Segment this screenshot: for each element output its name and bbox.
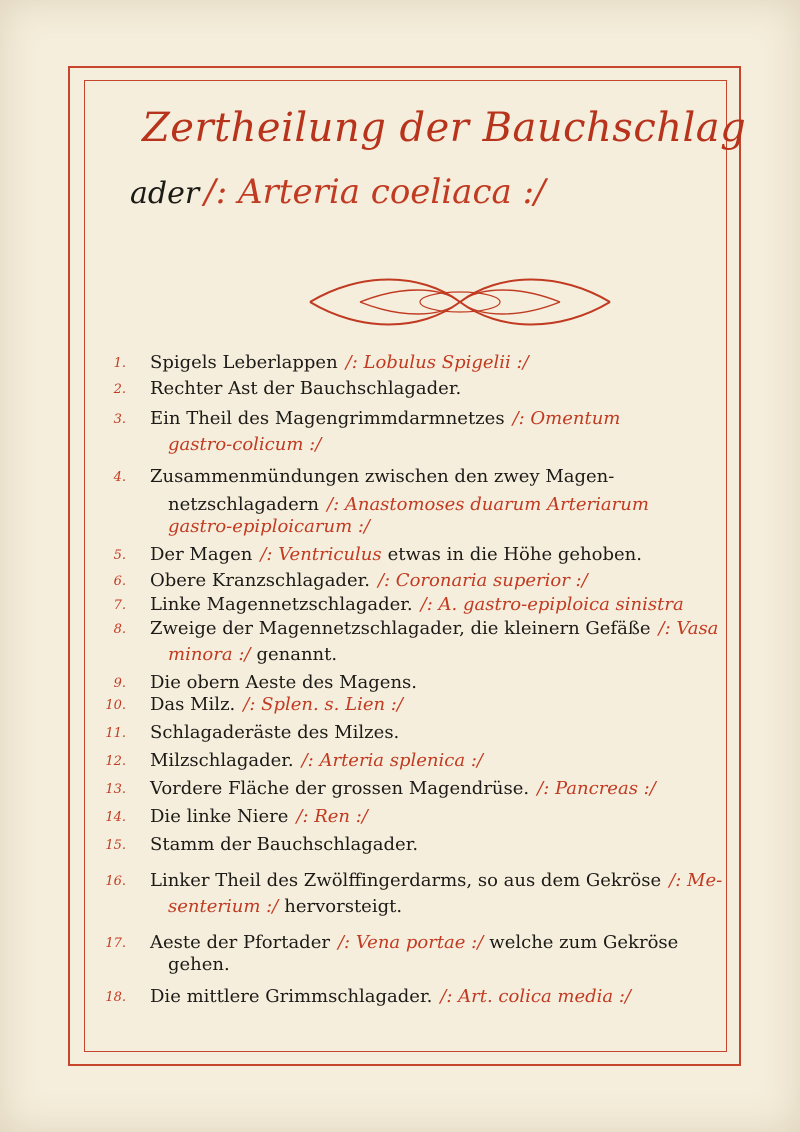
item-text xyxy=(150,594,684,616)
list-item xyxy=(90,516,735,538)
item-text xyxy=(150,694,403,716)
item-text xyxy=(150,722,399,744)
list-item xyxy=(90,932,735,954)
item-number: 13. xyxy=(105,782,126,797)
list-item xyxy=(90,896,735,918)
item-german: Die obern Aeste des Magens. xyxy=(150,672,418,693)
item-number: 16. xyxy=(105,874,126,889)
item-text xyxy=(168,954,230,976)
item-german: Milzschlagader. xyxy=(150,750,294,771)
item-text xyxy=(150,408,620,430)
item-german: Stamm der Bauchschlagader. xyxy=(150,834,419,855)
list-item xyxy=(90,750,735,772)
item-latin: senterium :/ xyxy=(168,896,279,917)
title-line-2 xyxy=(130,172,730,218)
list-item xyxy=(90,378,735,400)
item-text xyxy=(168,494,649,516)
item-german: Linke Magennetzschlagader. xyxy=(150,594,413,615)
item-text xyxy=(150,932,678,954)
flourish-ornament xyxy=(300,272,620,332)
list-item xyxy=(90,722,735,744)
item-german-continued: etwas in die Höhe gehoben. xyxy=(387,544,642,565)
item-latin: /: Art. colica media :/ xyxy=(440,986,631,1007)
item-text xyxy=(150,570,588,592)
item-text xyxy=(150,986,631,1008)
item-latin: /: Ren :/ xyxy=(296,806,368,827)
item-number: 1. xyxy=(113,356,126,371)
item-latin: minora :/ xyxy=(168,644,251,665)
item-text xyxy=(150,778,656,800)
item-german: Die linke Niere xyxy=(150,806,289,827)
item-text xyxy=(168,896,402,918)
item-latin: /: Lobulus Spigelii :/ xyxy=(345,352,529,373)
item-text xyxy=(168,434,321,456)
item-number: 18. xyxy=(105,990,126,1005)
item-text xyxy=(150,672,417,694)
item-german: Zweige der Magennetzschlagader, die kleinern Gefäße xyxy=(150,618,651,639)
item-latin: /: Me- xyxy=(669,870,723,891)
item-latin: /: Splen. s. Lien :/ xyxy=(243,694,403,715)
item-latin: /: Vena portae :/ xyxy=(337,932,484,953)
item-text xyxy=(150,870,722,892)
item-german-continued: welche zum Gekröse xyxy=(489,932,679,953)
item-latin: /: A. gastro-epiploica sinistra xyxy=(420,594,684,615)
item-german-continued: genannt. xyxy=(256,644,338,665)
item-german: Zusammenmündungen zwischen den zwey Magen- xyxy=(150,466,615,487)
item-number: 3. xyxy=(113,412,126,427)
item-german: Der Magen xyxy=(150,544,253,565)
item-german: gehen. xyxy=(168,954,230,975)
item-text xyxy=(150,378,461,400)
item-number: 14. xyxy=(105,810,126,825)
title-block xyxy=(130,100,747,218)
title-latin: /: Arteria coeliaca :/ xyxy=(204,172,546,212)
item-number: 6. xyxy=(113,574,126,589)
item-latin: /: Arteria splenica :/ xyxy=(301,750,483,771)
item-number: 12. xyxy=(105,754,126,769)
list-item xyxy=(90,544,735,566)
item-text xyxy=(150,544,642,566)
item-latin: /: Omentum xyxy=(512,408,621,429)
item-number: 9. xyxy=(113,676,126,691)
list-item xyxy=(90,466,735,488)
item-german: Spigels Leberlappen xyxy=(150,352,338,373)
item-latin: /: Pancreas :/ xyxy=(537,778,656,799)
item-german: netzschlagadern xyxy=(168,494,319,515)
item-number: 2. xyxy=(113,382,126,397)
item-latin: /: Anastomoses duarum Arteriarum xyxy=(327,494,649,515)
list-item xyxy=(90,494,735,516)
list-item xyxy=(90,834,735,856)
list-item xyxy=(90,408,735,430)
list-item xyxy=(90,694,735,716)
item-text xyxy=(150,834,418,856)
list-item xyxy=(90,870,735,892)
item-german: Die mittlere Grimmschlagader. xyxy=(150,986,433,1007)
list-item xyxy=(90,352,735,374)
item-number: 4. xyxy=(113,470,126,485)
item-german: Rechter Ast der Bauchschlagader. xyxy=(150,378,462,399)
item-german: Vordere Fläche der grossen Magendrüse. xyxy=(150,778,530,799)
title-line-1: Zertheilung der Bauchschlag xyxy=(142,105,747,151)
list-item xyxy=(90,570,735,592)
item-number: 15. xyxy=(105,838,126,853)
item-latin: /: Vasa xyxy=(658,618,719,639)
list-item xyxy=(90,672,735,694)
item-german: Ein Theil des Magengrimmdarmnetzes xyxy=(150,408,505,429)
item-number: 7. xyxy=(113,598,126,613)
item-german-continued: hervorsteigt. xyxy=(284,896,403,917)
item-german: Linker Theil des Zwölffingerdarms, so aus dem Gekröse xyxy=(150,870,662,891)
item-german: Aeste der Pfortader xyxy=(150,932,330,953)
item-german: Das Milz. xyxy=(150,694,236,715)
item-number: 10. xyxy=(105,698,126,713)
title-ader: ader xyxy=(130,176,200,211)
list-item xyxy=(90,434,735,456)
item-text xyxy=(150,466,614,488)
list-item xyxy=(90,594,735,616)
item-text xyxy=(168,644,337,666)
item-latin: gastro-epiploicarum :/ xyxy=(168,516,370,537)
item-text xyxy=(150,806,368,828)
item-number: 11. xyxy=(105,726,126,741)
list-item xyxy=(90,778,735,800)
item-number: 8. xyxy=(113,622,126,637)
list-item xyxy=(90,806,735,828)
item-latin: /: Coronaria superior :/ xyxy=(377,570,588,591)
list-item xyxy=(90,986,735,1008)
item-latin: /: Ventriculus xyxy=(260,544,382,565)
item-text xyxy=(168,516,370,538)
list-item xyxy=(90,954,735,976)
item-german: Schlagaderäste des Milzes. xyxy=(150,722,400,743)
item-number: 5. xyxy=(113,548,126,563)
item-text xyxy=(150,352,529,374)
item-latin: gastro-colicum :/ xyxy=(168,434,322,455)
list-item xyxy=(90,644,735,666)
item-number: 17. xyxy=(105,936,126,951)
item-text xyxy=(150,618,718,640)
list-item xyxy=(90,618,735,640)
item-text xyxy=(150,750,483,772)
item-german: Obere Kranzschlagader. xyxy=(150,570,370,591)
